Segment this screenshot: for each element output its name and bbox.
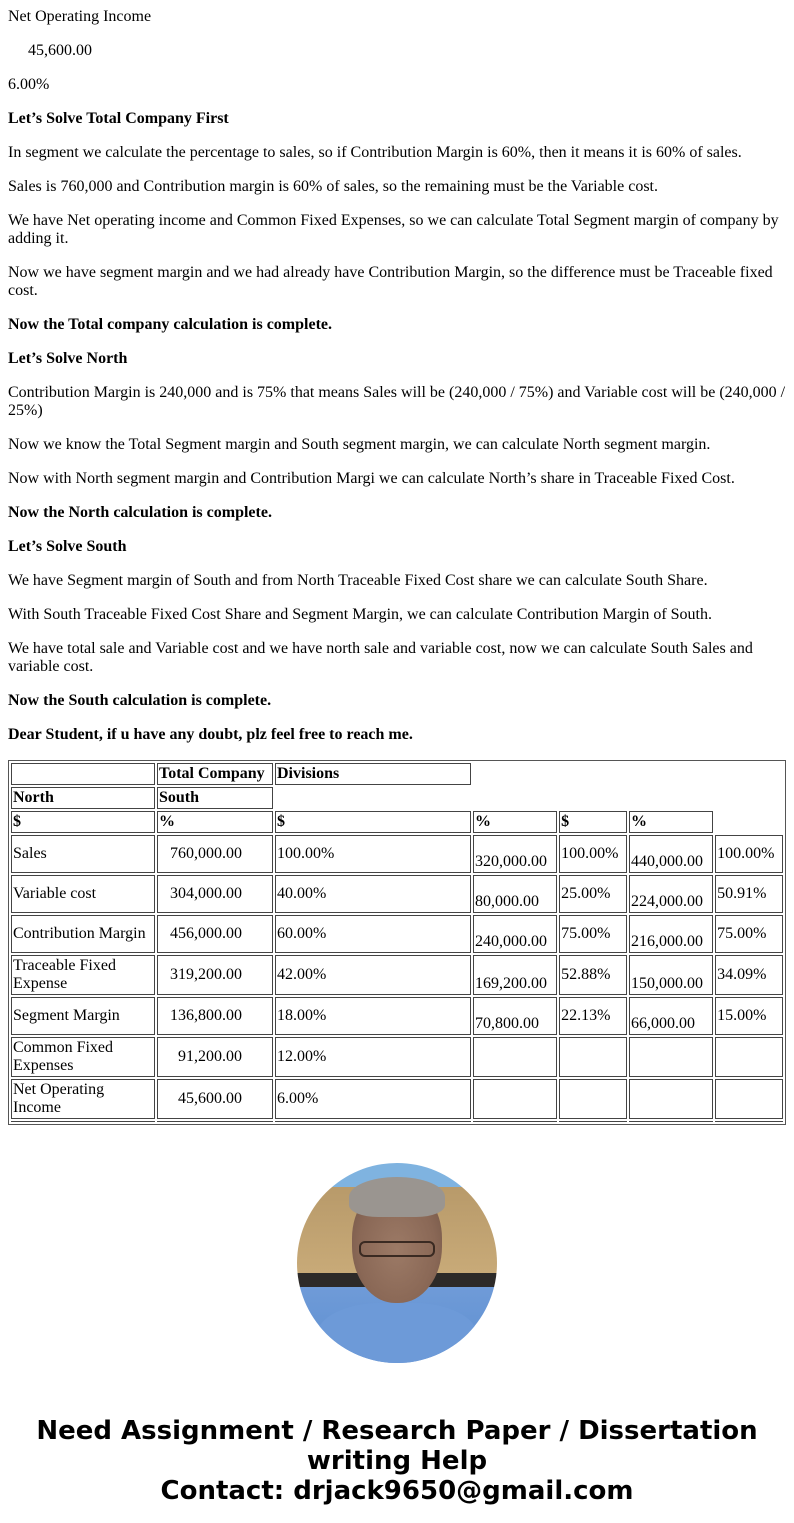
north-percent: 25.00% <box>559 875 627 913</box>
segment-income-table <box>8 760 786 1125</box>
south-percent <box>715 1079 783 1119</box>
avatar-shirt <box>317 1303 477 1363</box>
north-percent <box>559 1079 627 1119</box>
row-label: Segment Margin <box>11 997 155 1035</box>
header-cell: Total Company <box>157 763 273 785</box>
total-amount: 45,600.00 <box>157 1079 273 1119</box>
promo-banner <box>8 1416 786 1506</box>
intro-value: 45,600.00 <box>28 42 92 59</box>
south-amount <box>629 1079 713 1119</box>
table-row <box>11 835 783 873</box>
row-label: Variable cost <box>11 875 155 913</box>
promo-contact: Contact: drjack9650@gmail.com <box>160 1476 634 1506</box>
total-percent: 6.00% <box>275 1079 471 1119</box>
north-amount: 70,800.00 <box>473 997 557 1035</box>
total-amount: 319,200.00 <box>157 955 273 995</box>
north-amount: 240,000.00 <box>473 915 557 953</box>
table-row <box>11 955 783 995</box>
paragraph: With South Traceable Fixed Cost Share and Segment Margin, we can calculate Contribution Margin of South. <box>8 606 712 623</box>
section-heading-south: Let’s Solve South <box>8 538 127 555</box>
promo-line-1: Need Assignment / Research Paper / Dissertation writing Help <box>36 1416 758 1476</box>
header-cell: North <box>11 787 155 809</box>
row-label: Sales <box>11 835 155 873</box>
table-header-row <box>11 763 783 785</box>
total-percent: 42.00% <box>275 955 471 995</box>
avatar <box>297 1163 497 1363</box>
row-label: Common Fixed Expenses <box>11 1037 155 1077</box>
north-amount: 169,200.00 <box>473 955 557 995</box>
paragraph: We have Net operating income and Common Fixed Expenses, so we can calculate Total Segment margin of company by adding it. <box>8 212 779 247</box>
table-row <box>11 1079 783 1119</box>
total-percent: 60.00% <box>275 915 471 953</box>
paragraph: Sales is 760,000 and Contribution margin is 60% of sales, so the remaining must be the Variable cost. <box>8 178 658 195</box>
section-heading-total: Let’s Solve Total Company First <box>8 110 229 127</box>
intro-label: Net Operating Income <box>8 8 152 25</box>
avatar-glasses <box>359 1241 435 1257</box>
north-percent: 22.13% <box>559 997 627 1035</box>
south-percent: 100.00% <box>715 835 783 873</box>
closing-note: Dear Student, if u have any doubt, plz feel free to reach me. <box>8 726 413 743</box>
south-amount: 150,000.00 <box>629 955 713 995</box>
intro-percent: 6.00% <box>8 76 50 93</box>
header-cell: % <box>629 811 713 833</box>
total-amount: 456,000.00 <box>157 915 273 953</box>
total-amount: 91,200.00 <box>157 1037 273 1077</box>
total-percent: 18.00% <box>275 997 471 1035</box>
document <box>8 0 786 1506</box>
south-percent: 75.00% <box>715 915 783 953</box>
north-amount <box>473 1037 557 1077</box>
south-percent: 50.91% <box>715 875 783 913</box>
north-amount: 80,000.00 <box>473 875 557 913</box>
header-cell: % <box>157 811 273 833</box>
paragraph: Now we have segment margin and we had already have Contribution Margin, so the difference must be Traceable fixed cost. <box>8 264 773 299</box>
row-label: Contribution Margin <box>11 915 155 953</box>
south-percent: 34.09% <box>715 955 783 995</box>
header-cell: $ <box>11 811 155 833</box>
total-percent: 12.00% <box>275 1037 471 1077</box>
paragraph: We have Segment margin of South and from North Traceable Fixed Cost share we can calculate South Share. <box>8 572 708 589</box>
table-header-row <box>11 811 783 833</box>
paragraph: In segment we calculate the percentage to sales, so if Contribution Margin is 60%, then it means it is 60% of sales. <box>8 144 742 161</box>
north-amount <box>473 1079 557 1119</box>
avatar-hair <box>349 1177 445 1217</box>
south-amount <box>629 1037 713 1077</box>
total-amount: 304,000.00 <box>157 875 273 913</box>
total-percent: 100.00% <box>275 835 471 873</box>
header-cell: $ <box>275 811 471 833</box>
header-cell: Divisions <box>275 763 471 785</box>
north-amount: 320,000.00 <box>473 835 557 873</box>
south-amount: 224,000.00 <box>629 875 713 913</box>
table-row <box>11 915 783 953</box>
section-conclusion-south: Now the South calculation is complete. <box>8 692 272 709</box>
section-conclusion-total: Now the Total company calculation is complete. <box>8 316 332 333</box>
table-row <box>11 1037 783 1077</box>
author-avatar-container <box>8 1163 786 1368</box>
row-label: Traceable Fixed Expense <box>11 955 155 995</box>
header-cell: $ <box>559 811 627 833</box>
header-cell: % <box>473 811 557 833</box>
north-percent <box>559 1037 627 1077</box>
north-percent: 52.88% <box>559 955 627 995</box>
south-percent <box>715 1037 783 1077</box>
paragraph: Contribution Margin is 240,000 and is 75% that means Sales will be (240,000 / 75%) and Variable cost will be (240,000 / 25%) <box>8 384 786 419</box>
paragraph: Now we know the Total Segment margin and South segment margin, we can calculate North segment margin. <box>8 436 711 453</box>
table-row <box>11 875 783 913</box>
section-conclusion-north: Now the North calculation is complete. <box>8 504 272 521</box>
table-tail-row <box>11 1121 783 1122</box>
total-amount: 136,800.00 <box>157 997 273 1035</box>
header-cell <box>11 763 155 785</box>
row-label: Net Operating Income <box>11 1079 155 1119</box>
south-amount: 66,000.00 <box>629 997 713 1035</box>
north-percent: 75.00% <box>559 915 627 953</box>
total-percent: 40.00% <box>275 875 471 913</box>
table-row <box>11 997 783 1035</box>
paragraph: Now with North segment margin and Contribution Margi we can calculate North’s share in Traceable Fixed Cost. <box>8 470 735 487</box>
south-amount: 216,000.00 <box>629 915 713 953</box>
header-cell: South <box>157 787 273 809</box>
south-percent: 15.00% <box>715 997 783 1035</box>
north-percent: 100.00% <box>559 835 627 873</box>
section-heading-north: Let’s Solve North <box>8 350 128 367</box>
south-amount: 440,000.00 <box>629 835 713 873</box>
table-header-row <box>11 787 783 809</box>
total-amount: 760,000.00 <box>157 835 273 873</box>
paragraph: We have total sale and Variable cost and we have north sale and variable cost, now we can calculate South Sales and variable cost. <box>8 640 753 675</box>
